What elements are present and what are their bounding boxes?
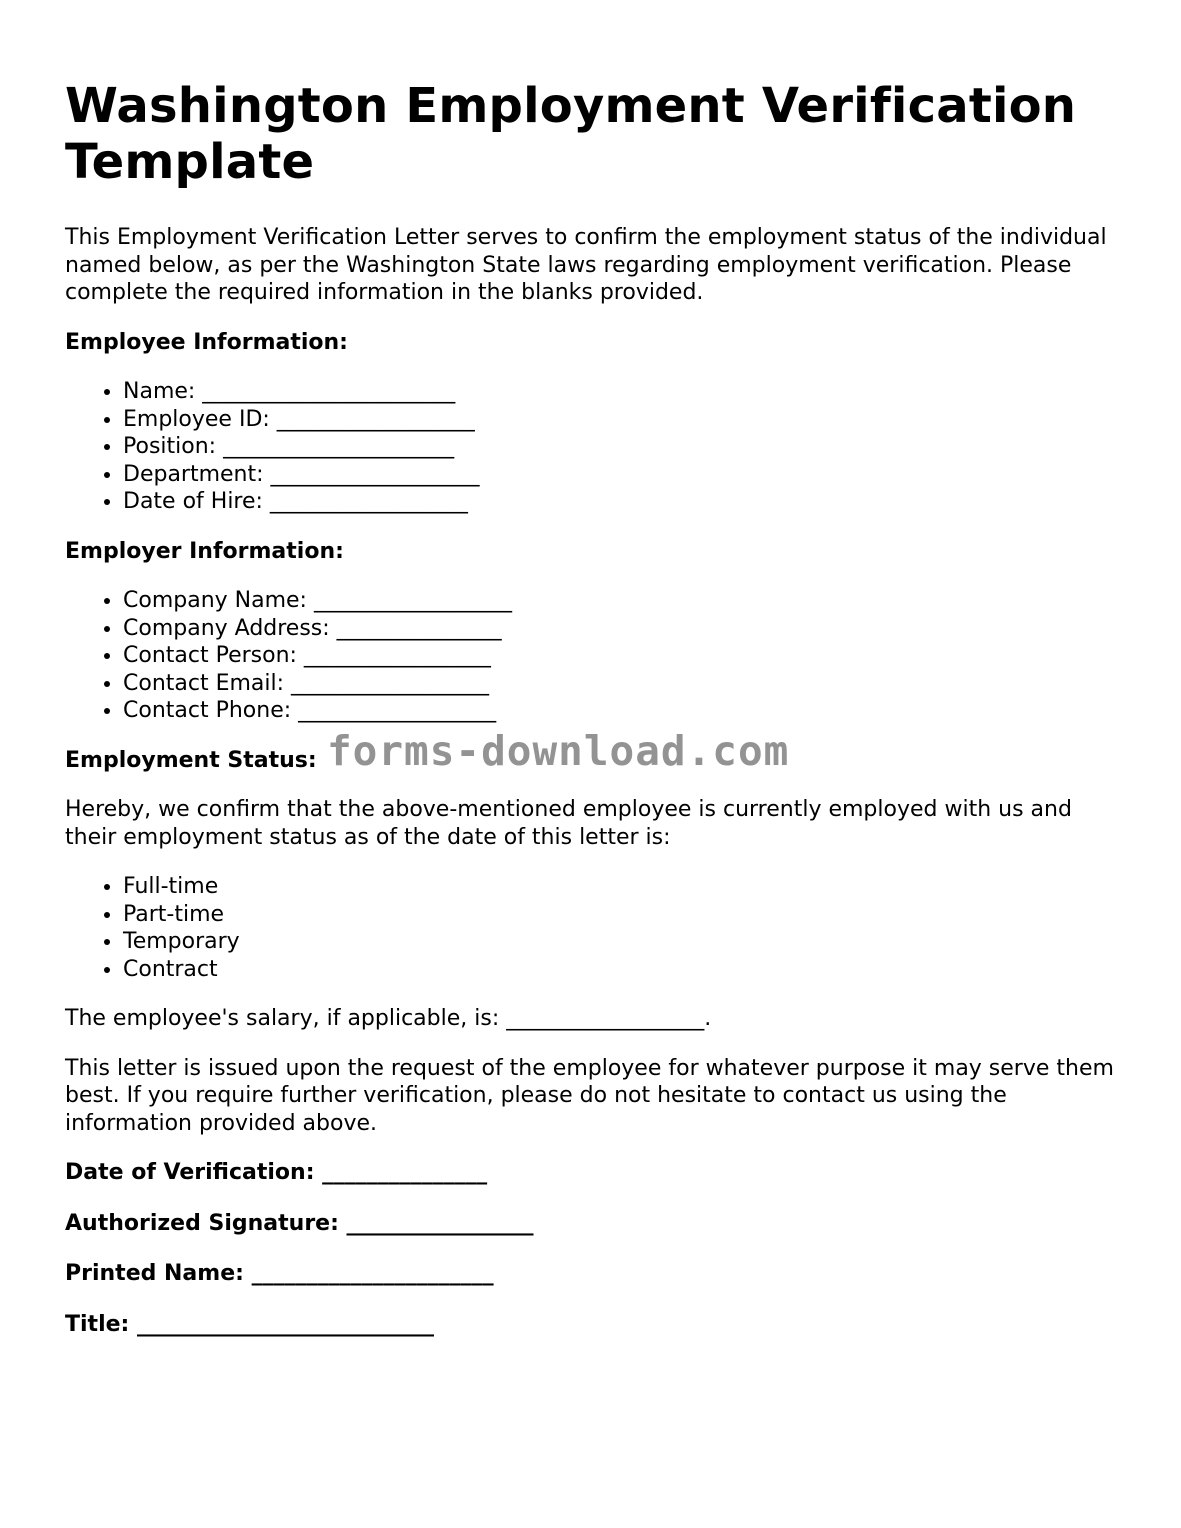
contact-person-field: • Contact Person: _________________ [123,642,1125,670]
status-option-full-time: • Full-time [123,873,1125,901]
date-of-verification-line: Date of Verification: _______________ [65,1160,488,1185]
status-option-part-time: • Part-time [123,901,1125,929]
employee-id-field: • Employee ID: __________________ [123,406,1125,434]
employer-info-heading: Employer Information: [65,538,344,564]
contact-phone-field: • Contact Phone: __________________ [123,697,1125,725]
employee-info-heading: Employee Information: [65,329,348,355]
document-page [65,78,1125,1361]
employee-hire-date-field: • Date of Hire: __________________ [123,488,1125,516]
printed-name-line: Printed Name: ______________________ [65,1261,494,1286]
authorized-signature-line: Authorized Signature: _________________ [65,1210,534,1236]
employer-info-list [65,587,1125,725]
employment-status-row [65,726,1125,775]
document-title: Washington Employment Verification Template [65,78,1077,190]
employee-info-list [65,378,1125,516]
title-line: Title: ___________________________ [65,1311,434,1337]
employee-position-field: • Position: _____________________ [123,433,1125,461]
status-option-temporary: • Temporary [123,928,1125,956]
status-option-contract: • Contract [123,956,1125,984]
employment-status-heading: Employment Status: [65,747,317,773]
salary-paragraph: The employee's salary, if applicable, is: __________________. [65,1006,712,1031]
contact-email-field: • Contact Email: __________________ [123,670,1125,698]
company-name-field: • Company Name: __________________ [123,587,1125,615]
watermark-text: forms-download.com [327,726,790,775]
closing-paragraph: This letter is issued upon the request of the employee for whatever purpose it may serve them best. If you require further verification, please do not hesitate to contact us using the information provided above. [65,1055,1114,1136]
company-address-field: • Company Address: _______________ [123,615,1125,643]
employee-name-field: • Name: _______________________ [123,378,1125,406]
employee-department-field: • Department: ___________________ [123,461,1125,489]
employment-status-options [65,873,1125,983]
intro-paragraph: This Employment Verification Letter serves to confirm the employment status of the individual named below, as per the Washington State laws regarding employment verification. Please complete the required information in the blanks provided. [65,225,1107,305]
confirmation-paragraph: Hereby, we confirm that the above-mentioned employee is currently employed with us and their employment status as of the date of this letter is: [65,797,1072,850]
